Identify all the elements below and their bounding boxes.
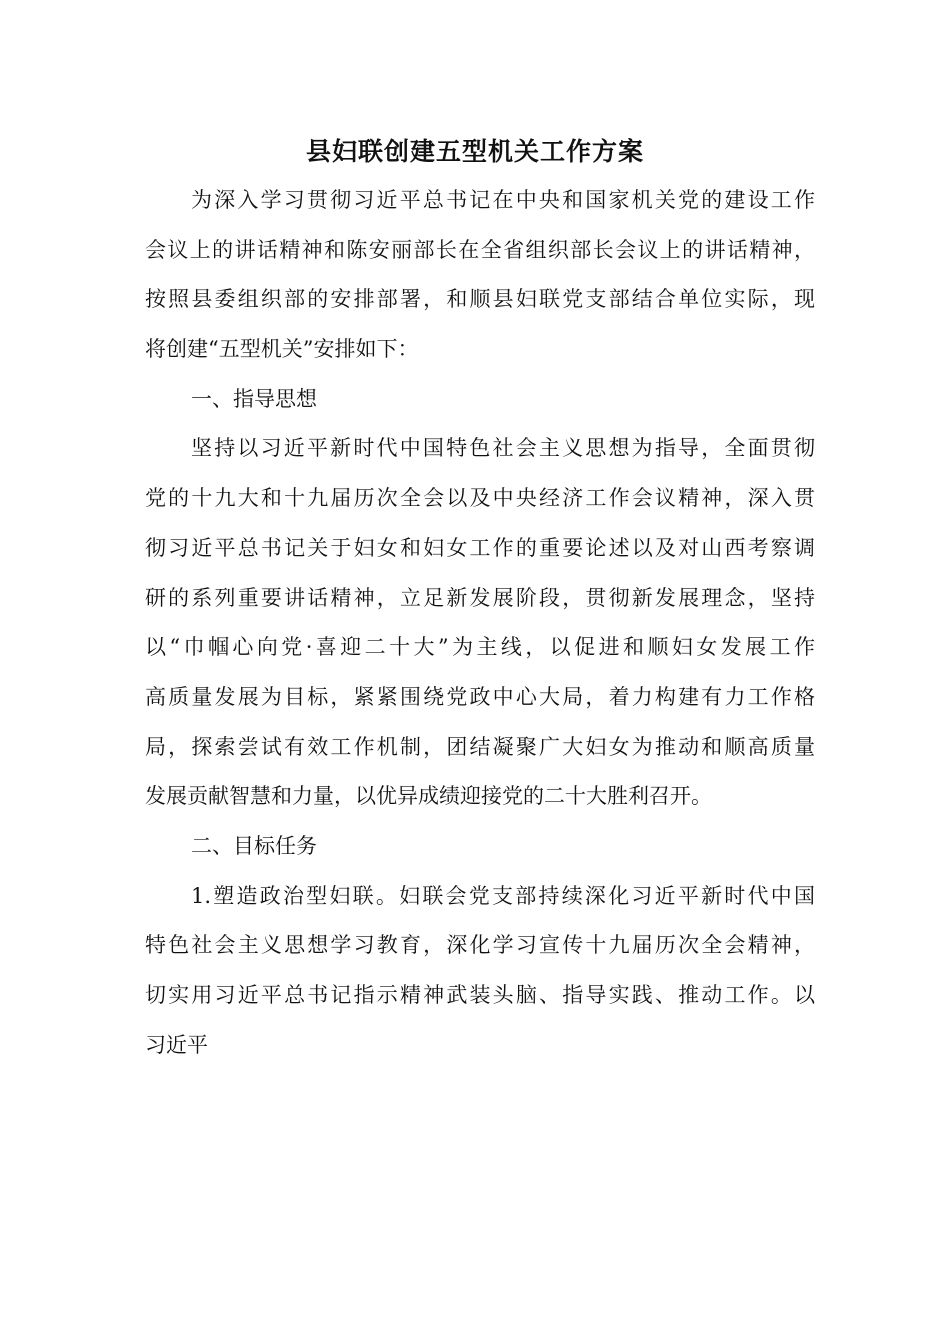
paragraph-line: 切实用习近平总书记指示精神武装头脑、指导实践、推动工作。以 bbox=[145, 983, 815, 1007]
paragraph-line: 将创建“五型机关”安排如下： bbox=[145, 337, 419, 362]
document-body bbox=[145, 180, 815, 1074]
section-heading: 二、目标任务 bbox=[191, 833, 317, 858]
paragraph-line: 党的十九大和十九届历次全会以及中央经济工作会议精神，深入贯 bbox=[145, 486, 815, 511]
paragraph-line: 特色社会主义思想学习教育，深化学习宣传十九届历次全会精神， bbox=[145, 933, 815, 958]
paragraph-line: 习近平 bbox=[145, 1032, 208, 1057]
paragraph-line: 高质量发展为目标，紧紧围绕党政中心大局，着力构建有力工作格 bbox=[145, 684, 815, 709]
paragraph-line: 会议上的讲话精神和陈安丽部长在全省组织部长会议上的讲话精神， bbox=[145, 237, 815, 262]
section-heading: 一、指导思想 bbox=[191, 386, 317, 411]
paragraph-line: 以“巾帼心向党·喜迎二十大”为主线，以促进和顺妇女发展工作 bbox=[145, 635, 815, 660]
paragraph-line: 按照县委组织部的安排部署，和顺县妇联党支部结合单位实际，现 bbox=[145, 287, 815, 312]
paragraph-line: 为深入学习贯彻习近平总书记在中央和国家机关党的建设工作 bbox=[191, 188, 815, 212]
document-title: 县妇联创建五型机关工作方案 bbox=[305, 137, 644, 166]
paragraph-line: 研的系列重要讲话精神，立足新发展阶段，贯彻新发展理念，坚持 bbox=[145, 585, 815, 610]
paragraph-line: 1.塑造政治型妇联。妇联会党支部持续深化习近平新时代中国 bbox=[191, 883, 815, 908]
paragraph-line: 坚持以习近平新时代中国特色社会主义思想为指导，全面贯彻 bbox=[191, 436, 815, 461]
paragraph-line: 发展贡献智慧和力量，以优异成绩迎接党的二十大胜利召开。 bbox=[145, 784, 712, 809]
paragraph-line: 局，探索尝试有效工作机制，团结凝聚广大妇女为推动和顺高质量 bbox=[145, 734, 815, 759]
paragraph-line: 彻习近平总书记关于妇女和妇女工作的重要论述以及对山西考察调 bbox=[145, 535, 815, 560]
